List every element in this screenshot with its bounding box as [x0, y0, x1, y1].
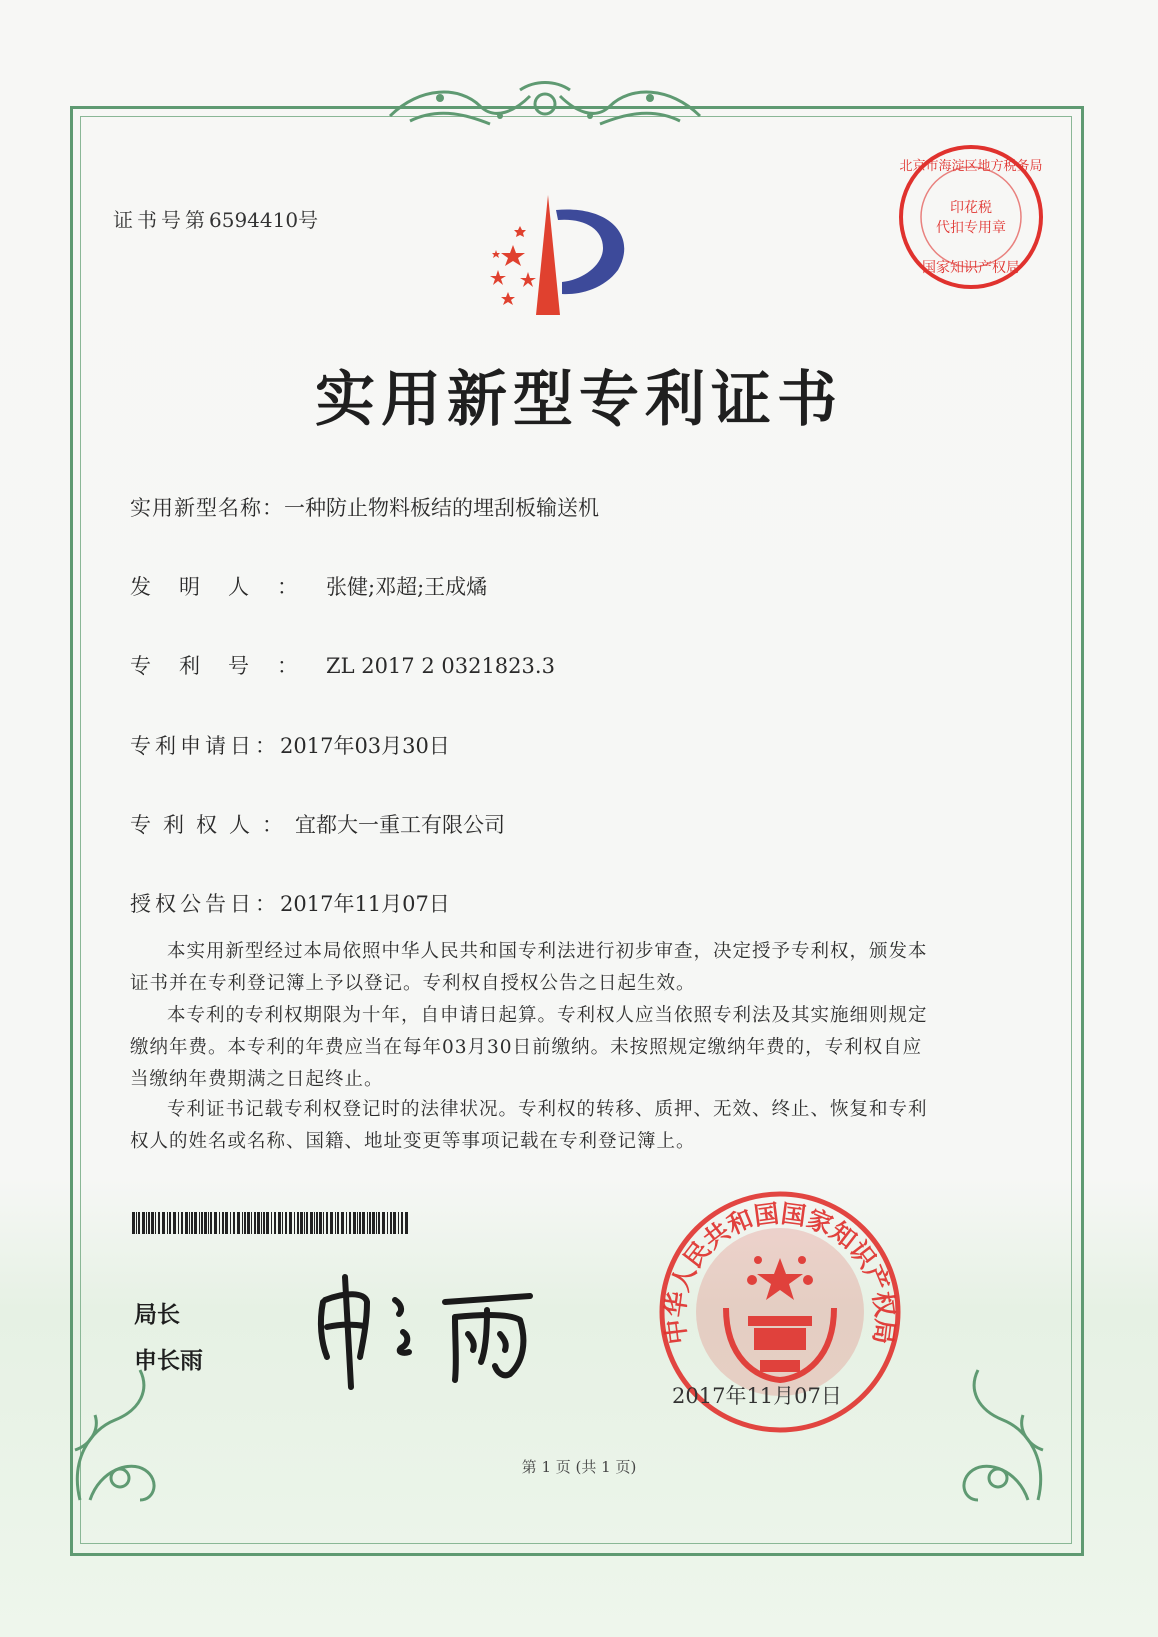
seal-text: 中华人民共和国国家知识产权局	[660, 1198, 900, 1346]
field-grant-date	[130, 888, 450, 918]
tax-stamp	[896, 142, 1046, 292]
field-filing-date-label: 专利申请日：	[130, 734, 280, 758]
field-utility-name	[130, 492, 599, 522]
patent-office-logo	[478, 190, 648, 320]
certificate-number-label: 证书号第	[113, 208, 209, 232]
issue-date: 2017年11月07日	[672, 1384, 842, 1408]
bottom-left-ornament	[60, 1360, 170, 1510]
tax-stamp-inner-text-1: 印花税	[950, 200, 992, 216]
certificate-number-suffix: 号	[298, 208, 323, 232]
field-utility-name-label: 实用新型名称：	[130, 496, 284, 520]
field-patent-number	[130, 650, 555, 680]
top-ornament	[380, 76, 710, 136]
field-grant-date-label: 授权公告日：	[130, 892, 280, 916]
director-signature	[305, 1262, 555, 1392]
certificate-number-value: 6594410	[209, 208, 299, 232]
field-grant-date-value: 2017年11月07日	[280, 892, 450, 916]
field-filing-date	[130, 730, 450, 760]
body-paragraph-3: 专利证书记载专利权登记时的法律状况。专利权的转移、质押、无效、终止、恢复和专利权人的姓名或名称、国籍、地址变更等事项记载在专利登记簿上。	[130, 1099, 928, 1152]
director-title: 局长	[134, 1302, 180, 1328]
bottom-right-ornament	[948, 1360, 1058, 1510]
tax-stamp-outer-text: 北京市海淀区地方税务局	[899, 159, 1043, 174]
body-paragraph-1: 本实用新型经过本局依照中华人民共和国专利法进行初步审查，决定授予专利权，颁发本证书并在专利登记簿上予以登记。专利权自授权公告之日起生效。	[130, 941, 928, 994]
field-utility-name-value: 一种防止物料板结的埋刮板输送机	[284, 496, 599, 520]
barcode	[132, 1212, 410, 1234]
field-filing-date-value: 2017年03月30日	[280, 734, 450, 758]
field-patent-holder-label: 专利权人：	[130, 813, 295, 837]
field-inventor	[130, 571, 487, 601]
body-paragraph-2: 本专利的专利权期限为十年，自申请日起算。专利权人应当依照专利法及其实施细则规定缴纳年费。本专利的年费应当在每年03月30日前缴纳。未按照规定缴纳年费的，专利权自应当缴纳年费期满之日起终止。	[130, 1005, 928, 1090]
tax-stamp-inner-text-2: 代扣专用章	[936, 220, 1006, 236]
field-inventor-label: 发明人：	[130, 575, 326, 599]
field-patent-holder-value: 宜都大一重工有限公司	[295, 813, 505, 837]
tax-stamp-bottom-text: 国家知识产权局	[922, 260, 1020, 276]
certificate-number	[113, 204, 322, 233]
page-number: 第 1 页 (共 1 页)	[521, 1458, 637, 1476]
field-patent-holder	[130, 809, 505, 839]
certificate-title: 实用新型专利证书	[315, 365, 843, 435]
field-patent-number-value: ZL 2017 2 0321823.3	[326, 654, 555, 678]
director-name: 申长雨	[134, 1348, 203, 1374]
field-patent-number-label: 专利号：	[130, 654, 326, 678]
field-inventor-value: 张健;邓超;王成燏	[326, 575, 488, 599]
